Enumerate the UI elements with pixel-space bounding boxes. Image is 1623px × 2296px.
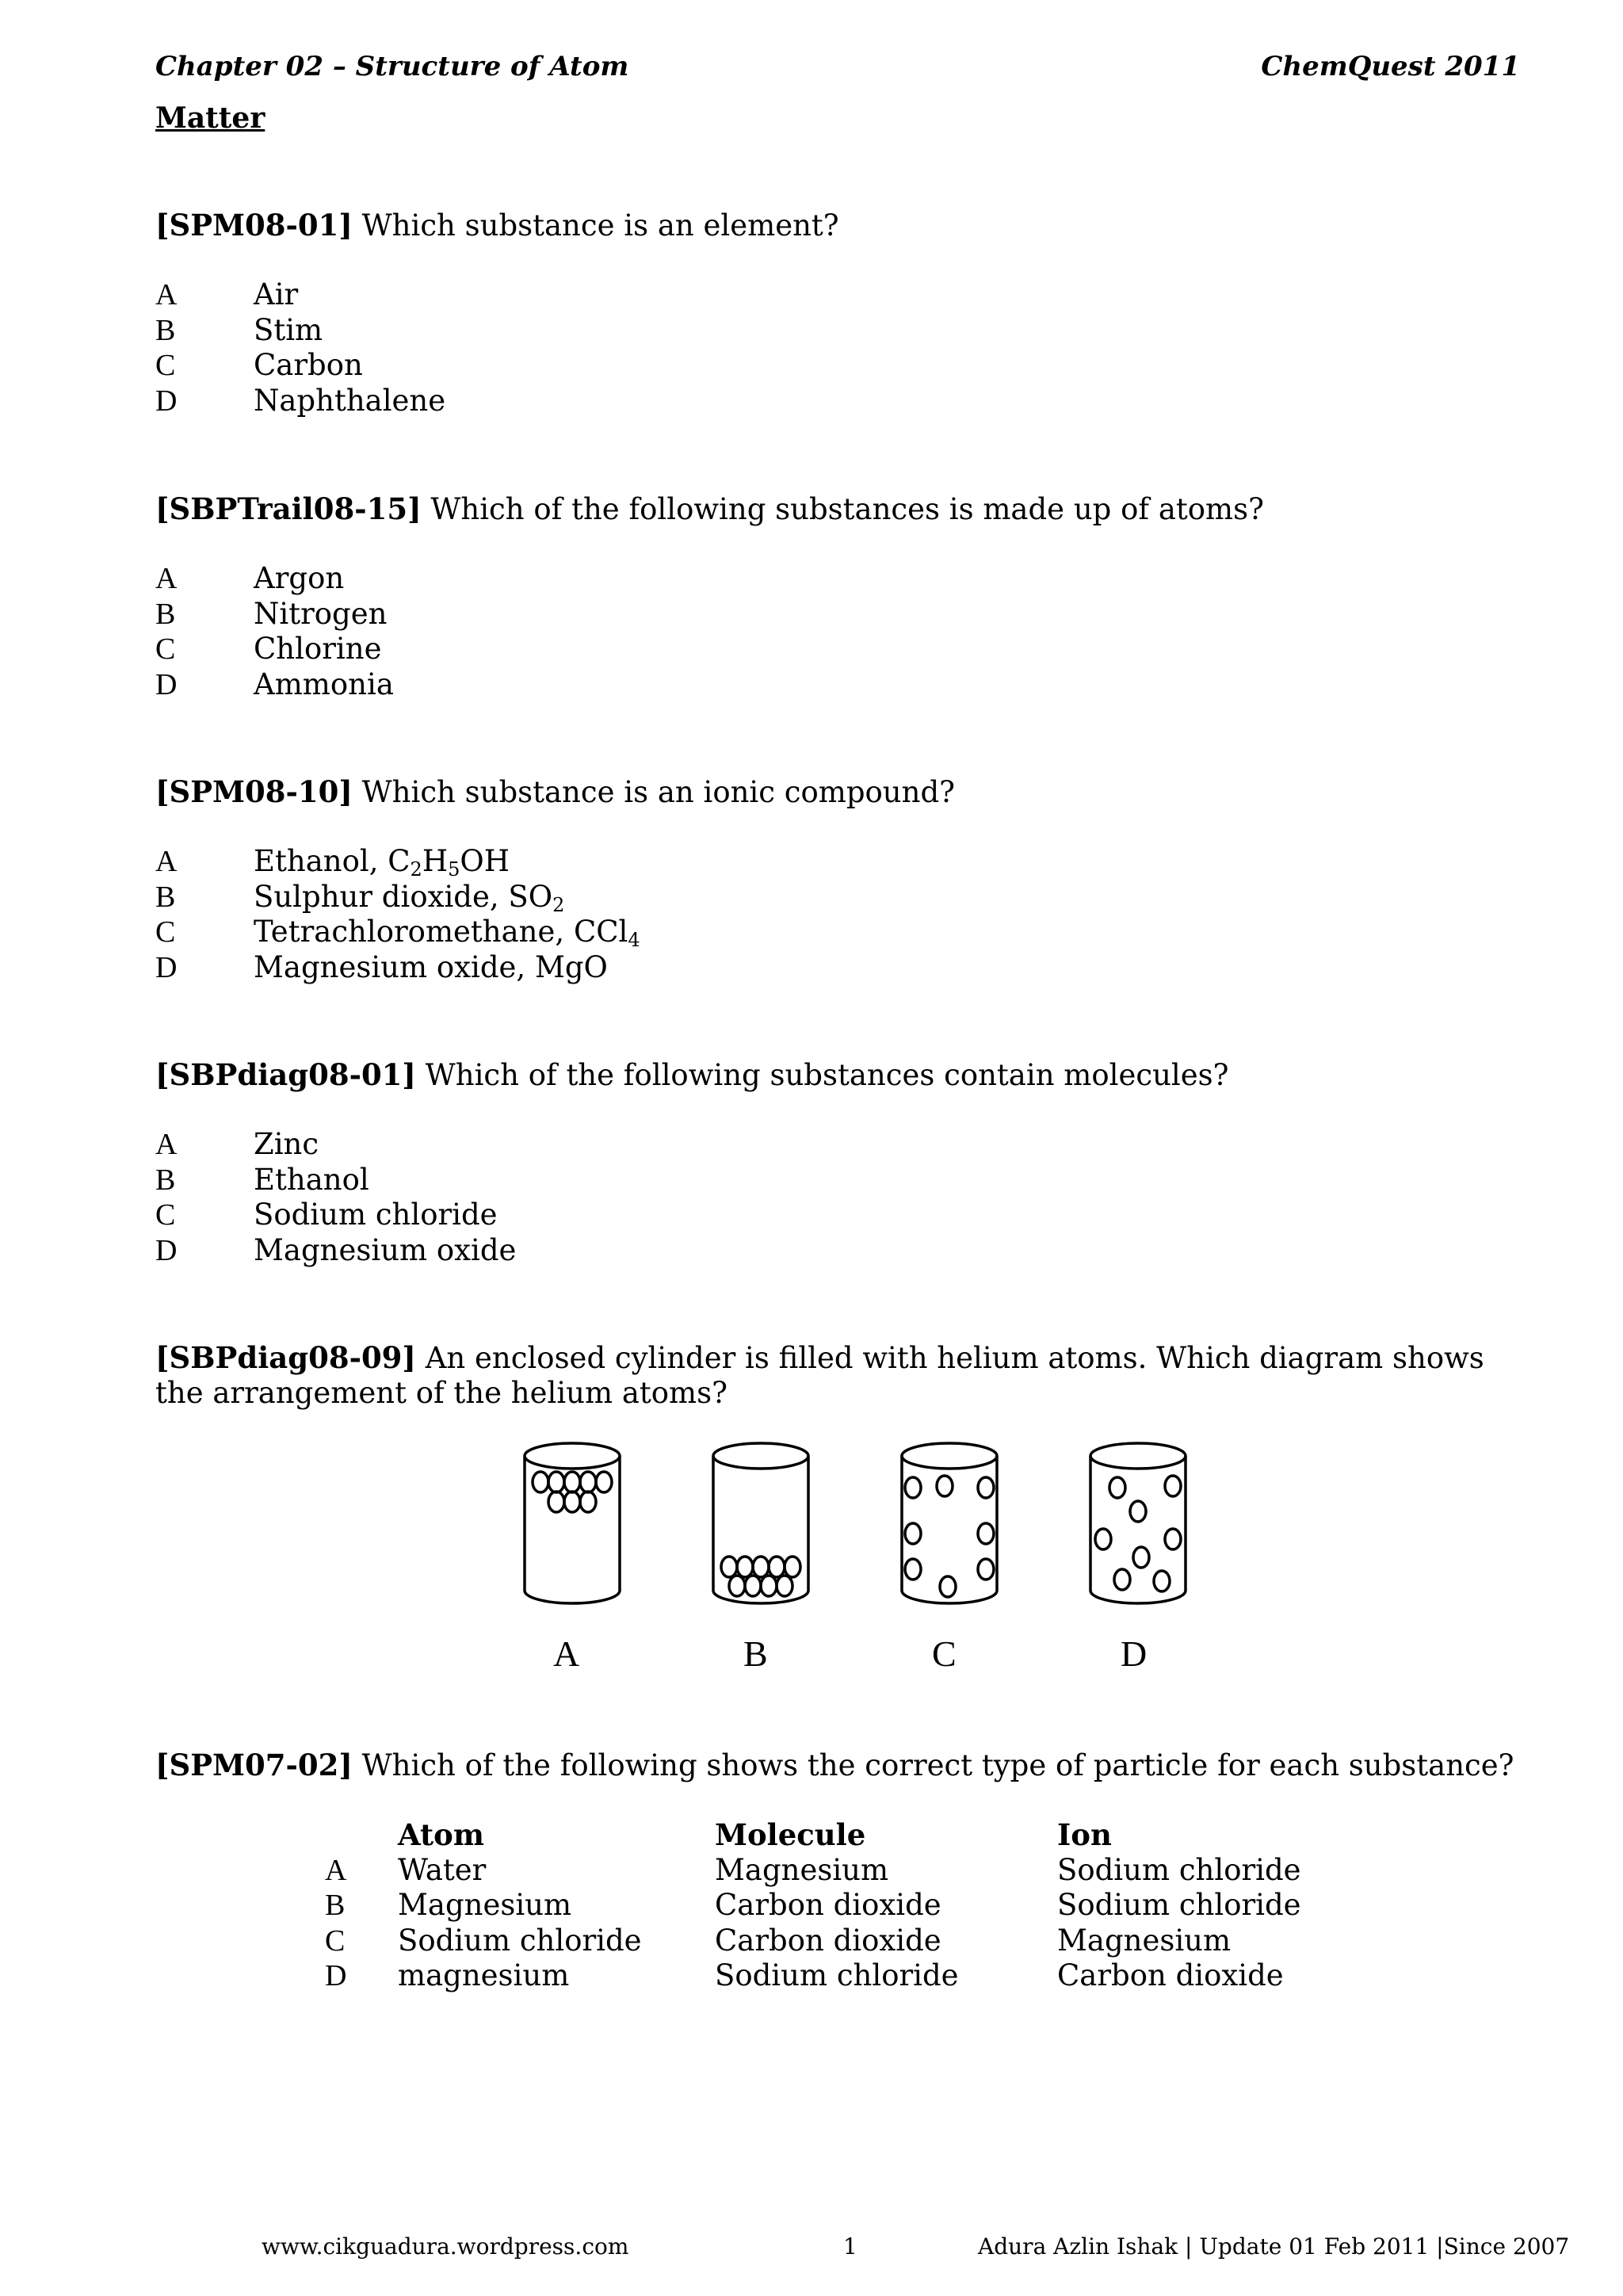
- section-title: Matter: [155, 101, 265, 135]
- brand-title: ChemQuest 2011: [1261, 51, 1520, 82]
- chapter-title: Chapter 02 – Structure of Atom: [155, 51, 629, 82]
- formula-part: C: [388, 844, 411, 878]
- options-list: [155, 277, 445, 418]
- question-text: Which of the following shows the correct type of particle for each substance?: [361, 1748, 1514, 1782]
- option-text: Chlorine: [254, 632, 382, 667]
- option-letter: A: [155, 845, 178, 878]
- atom-cell: magnesium: [398, 1958, 570, 1993]
- formula-part: H: [422, 844, 449, 878]
- option-letter: B: [155, 880, 176, 914]
- question-tag: [SPM07-02]: [155, 1748, 353, 1782]
- table-row: [325, 1924, 1374, 1959]
- question-tag: [SPM08-01]: [155, 208, 353, 243]
- question-text: Which of the following substances is made up of atoms?: [430, 492, 1264, 526]
- option: [155, 597, 394, 632]
- option-text: Carbon: [254, 348, 363, 383]
- option-text: Zinc: [254, 1127, 319, 1161]
- table-header-blank: [325, 1817, 398, 1853]
- option-text: [254, 880, 564, 915]
- formula-subscript: 2: [410, 858, 422, 881]
- ion-cell: Magnesium: [1057, 1923, 1232, 1958]
- compound-name: Magnesium oxide,: [254, 949, 535, 984]
- option: [155, 277, 445, 313]
- question-text: Which of the following substances contain molecules?: [425, 1058, 1229, 1092]
- option-text: Magnesium oxide: [254, 1232, 517, 1267]
- question-2: [155, 491, 1526, 527]
- option-letter: A: [325, 1853, 347, 1887]
- option-letter: C: [155, 915, 176, 949]
- molecule-cell: Carbon dioxide: [715, 1923, 941, 1958]
- atom-cell: Water: [398, 1852, 487, 1887]
- option-text: Nitrogen: [254, 596, 388, 631]
- cylinder-c: [902, 1443, 997, 1603]
- cylinder-a: [525, 1443, 620, 1603]
- question-5: [155, 1340, 1526, 1411]
- cylinder-b: [713, 1443, 808, 1603]
- option: [155, 561, 394, 597]
- option-letter: D: [155, 667, 178, 701]
- formula-part: MgO: [534, 949, 608, 984]
- diagram-label-b: B: [743, 1633, 768, 1674]
- footer-website: www.cikguadura.wordpress.com: [262, 2233, 629, 2260]
- option: [155, 915, 640, 950]
- cylinder-d: [1090, 1443, 1186, 1603]
- option: [155, 1233, 516, 1269]
- option-letter: C: [325, 1924, 346, 1958]
- option: [155, 384, 445, 419]
- question-4: [155, 1057, 1526, 1093]
- options-list: [155, 561, 394, 702]
- option-letter: A: [155, 1128, 178, 1161]
- particle-table: [325, 1817, 1374, 1994]
- footer-credit: Adura Azlin Ishak | Update 01 Feb 2011 |Since 2007: [978, 2233, 1570, 2260]
- table-row: [325, 1888, 1374, 1924]
- option-letter: B: [155, 313, 176, 347]
- formula-part: SO: [508, 879, 553, 914]
- option-letter: D: [155, 384, 178, 418]
- option: [155, 348, 445, 384]
- option: [155, 880, 640, 915]
- formula-subscript: 4: [628, 929, 640, 952]
- option-letter: A: [155, 278, 178, 311]
- option-letter: B: [325, 1889, 346, 1923]
- option-text: Argon: [254, 561, 345, 595]
- option: [155, 1127, 516, 1163]
- option-letter: B: [155, 597, 176, 631]
- question-tag: [SPM08-10]: [155, 774, 353, 809]
- option-letter: A: [155, 562, 178, 595]
- option-letter: C: [155, 632, 176, 667]
- question-text: An enclosed cylinder is filled with helium atoms. Which diagram shows the arrangement of the helium atoms?: [155, 1341, 1484, 1410]
- ion-cell: Sodium chloride: [1057, 1888, 1301, 1923]
- option-letter: C: [155, 1198, 176, 1232]
- option: [155, 1163, 516, 1198]
- table-row: [325, 1853, 1374, 1889]
- formula-subscript: 5: [448, 858, 460, 881]
- question-6: [155, 1748, 1526, 1783]
- option: [155, 950, 640, 986]
- table-header-atom: Atom: [398, 1817, 484, 1852]
- options-list: [155, 844, 640, 985]
- diagram-label-c: C: [932, 1633, 957, 1674]
- molecule-cell: Carbon dioxide: [715, 1888, 941, 1923]
- question-tag: [SBPdiag08-01]: [155, 1057, 416, 1092]
- table-header-ion: Ion: [1057, 1817, 1112, 1852]
- diagram-label-d: D: [1121, 1633, 1148, 1674]
- diagram-label-a: A: [553, 1633, 580, 1674]
- option-letter: D: [155, 950, 178, 984]
- option-text: Ethanol: [254, 1162, 369, 1197]
- molecule-cell: Sodium chloride: [715, 1958, 959, 1993]
- table-row: [325, 1958, 1374, 1994]
- compound-name: Sulphur dioxide,: [254, 879, 509, 914]
- question-tag: [SBPTrail08-15]: [155, 491, 422, 526]
- question-1: [155, 208, 1526, 243]
- question-3: [155, 774, 1526, 810]
- ion-cell: Carbon dioxide: [1057, 1958, 1284, 1993]
- option-text: Air: [254, 277, 299, 311]
- cylinder-diagram: [507, 1438, 1220, 1684]
- molecule-cell: Magnesium: [715, 1852, 889, 1887]
- option-letter: D: [325, 1959, 347, 1993]
- option-text: [254, 915, 640, 950]
- option-text: [254, 950, 608, 986]
- option: [155, 313, 445, 349]
- option: [155, 632, 394, 667]
- options-list: [155, 1127, 516, 1268]
- atom-cell: Magnesium: [398, 1888, 572, 1923]
- option-text: Naphthalene: [254, 383, 446, 418]
- option-text: [254, 844, 510, 880]
- option: [155, 667, 394, 703]
- table-header-molecule: Molecule: [715, 1817, 866, 1852]
- table-header-row: [325, 1817, 1374, 1853]
- compound-name: Tetrachloromethane,: [254, 915, 574, 949]
- option-text: Stim: [254, 312, 323, 347]
- formula-part: CCl: [573, 915, 628, 949]
- atom-cell: Sodium chloride: [398, 1923, 642, 1958]
- question-text: Which substance is an ionic compound?: [361, 775, 955, 809]
- formula-part: OH: [460, 844, 510, 878]
- question-tag: [SBPdiag08-09]: [155, 1340, 416, 1375]
- formula-subscript: 2: [552, 893, 565, 916]
- compound-name: Ethanol,: [254, 844, 388, 878]
- option-letter: C: [155, 349, 176, 383]
- option-text: Ammonia: [254, 667, 394, 701]
- footer-page-number: 1: [843, 2233, 857, 2260]
- option-text: Sodium chloride: [254, 1198, 498, 1232]
- question-text: Which substance is an element?: [361, 208, 839, 243]
- option: [155, 844, 640, 880]
- option-letter: B: [155, 1163, 176, 1197]
- ion-cell: Sodium chloride: [1057, 1852, 1301, 1887]
- option: [155, 1198, 516, 1233]
- cylinders-svg: [507, 1438, 1220, 1629]
- option-letter: D: [155, 1233, 178, 1267]
